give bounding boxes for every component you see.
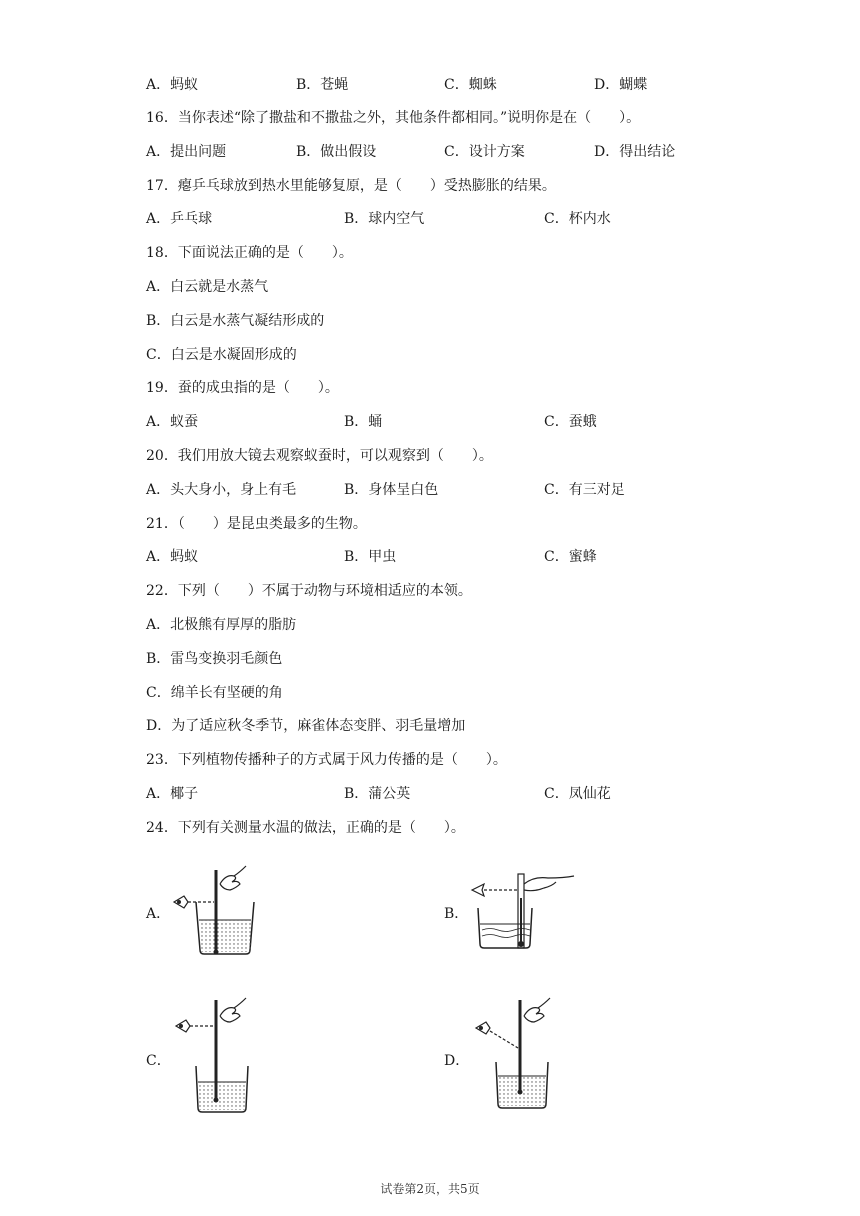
q20-option-a[interactable]: A．头大身小，身上有毛 <box>146 482 297 498</box>
q16-option-b[interactable]: B．做出假设 <box>296 144 377 160</box>
q18-stem: 18．下面说法正确的是（ ）。 <box>146 245 353 261</box>
thermometer-figure-d <box>470 996 560 1114</box>
q21-option-b[interactable]: B．甲虫 <box>344 549 397 565</box>
q23-stem: 23．下列植物传播种子的方式属于风力传播的是（ ）。 <box>146 752 507 768</box>
thermometer-figure-b <box>466 868 576 953</box>
q21-option-c[interactable]: C．蜜蜂 <box>544 549 597 565</box>
q17-option-c[interactable]: C．杯内水 <box>544 211 611 227</box>
q21-stem: 21．（ ）是昆虫类最多的生物。 <box>146 516 367 532</box>
q22-option-d[interactable]: D．为了适应秋冬季节，麻雀体态变胖、羽毛量增加 <box>146 718 466 734</box>
q22-option-b[interactable]: B．雷鸟变换羽毛颜色 <box>146 651 283 667</box>
q23-option-a[interactable]: A．椰子 <box>146 786 199 802</box>
q19-option-a[interactable]: A．蚁蚕 <box>146 414 199 430</box>
q16-option-d[interactable]: D．得出结论 <box>594 144 676 160</box>
q18-option-a[interactable]: A．白云就是水蒸气 <box>146 279 269 295</box>
q20-option-c[interactable]: C．有三对足 <box>544 482 625 498</box>
q23-option-c[interactable]: C．凤仙花 <box>544 786 611 802</box>
q24-option-c[interactable]: C． <box>146 1053 171 1069</box>
q15-option-b[interactable]: B．苍蝇 <box>296 77 349 93</box>
q19-stem: 19．蚕的成虫指的是（ ）。 <box>146 380 339 396</box>
q16-option-a[interactable]: A．提出问题 <box>146 144 227 160</box>
q19-option-c[interactable]: C．蚕蛾 <box>544 414 597 430</box>
q22-stem: 22．下列（ ）不属于动物与环境相适应的本领。 <box>146 583 472 599</box>
q23-option-b[interactable]: B．蒲公英 <box>344 786 411 802</box>
q15-option-d[interactable]: D．蝴蝶 <box>594 77 648 93</box>
q17-option-a[interactable]: A．乒乓球 <box>146 211 213 227</box>
q19-option-b[interactable]: B．蛹 <box>344 414 383 430</box>
q20-stem: 20．我们用放大镜去观察蚁蚕时，可以观察到（ ）。 <box>146 448 493 464</box>
q15-option-a[interactable]: A．蚂蚁 <box>146 77 199 93</box>
q18-option-b[interactable]: B．白云是水蒸气凝结形成的 <box>146 313 325 329</box>
q22-option-a[interactable]: A．北极熊有厚厚的脂肪 <box>146 617 297 633</box>
q15-option-c[interactable]: C．蜘蛛 <box>444 77 497 93</box>
thermometer-figure-a <box>168 862 258 957</box>
q24-option-d[interactable]: D． <box>444 1053 470 1069</box>
thermometer-figure-c <box>170 996 260 1116</box>
q16-option-c[interactable]: C．设计方案 <box>444 144 525 160</box>
q18-option-c[interactable]: C．白云是水凝固形成的 <box>146 347 297 363</box>
q22-option-c[interactable]: C．绵羊长有坚硬的角 <box>146 685 283 701</box>
q24-option-b[interactable]: B． <box>444 906 469 922</box>
q24-option-a[interactable]: A． <box>146 906 171 922</box>
q21-option-a[interactable]: A．蚂蚁 <box>146 549 199 565</box>
q17-stem: 17．瘪乒乓球放到热水里能够复原，是（ ）受热膨胀的结果。 <box>146 178 556 194</box>
page-footer: 试卷第2页，共5页 <box>380 1182 480 1196</box>
q24-stem: 24．下列有关测量水温的做法，正确的是（ ）。 <box>146 820 465 836</box>
q20-option-b[interactable]: B．身体呈白色 <box>344 482 439 498</box>
q16-stem: 16．当你表述“除了撒盐和不撒盐之外，其他条件都相同。”说明你是在（ ）。 <box>146 110 641 126</box>
q17-option-b[interactable]: B．球内空气 <box>344 211 425 227</box>
